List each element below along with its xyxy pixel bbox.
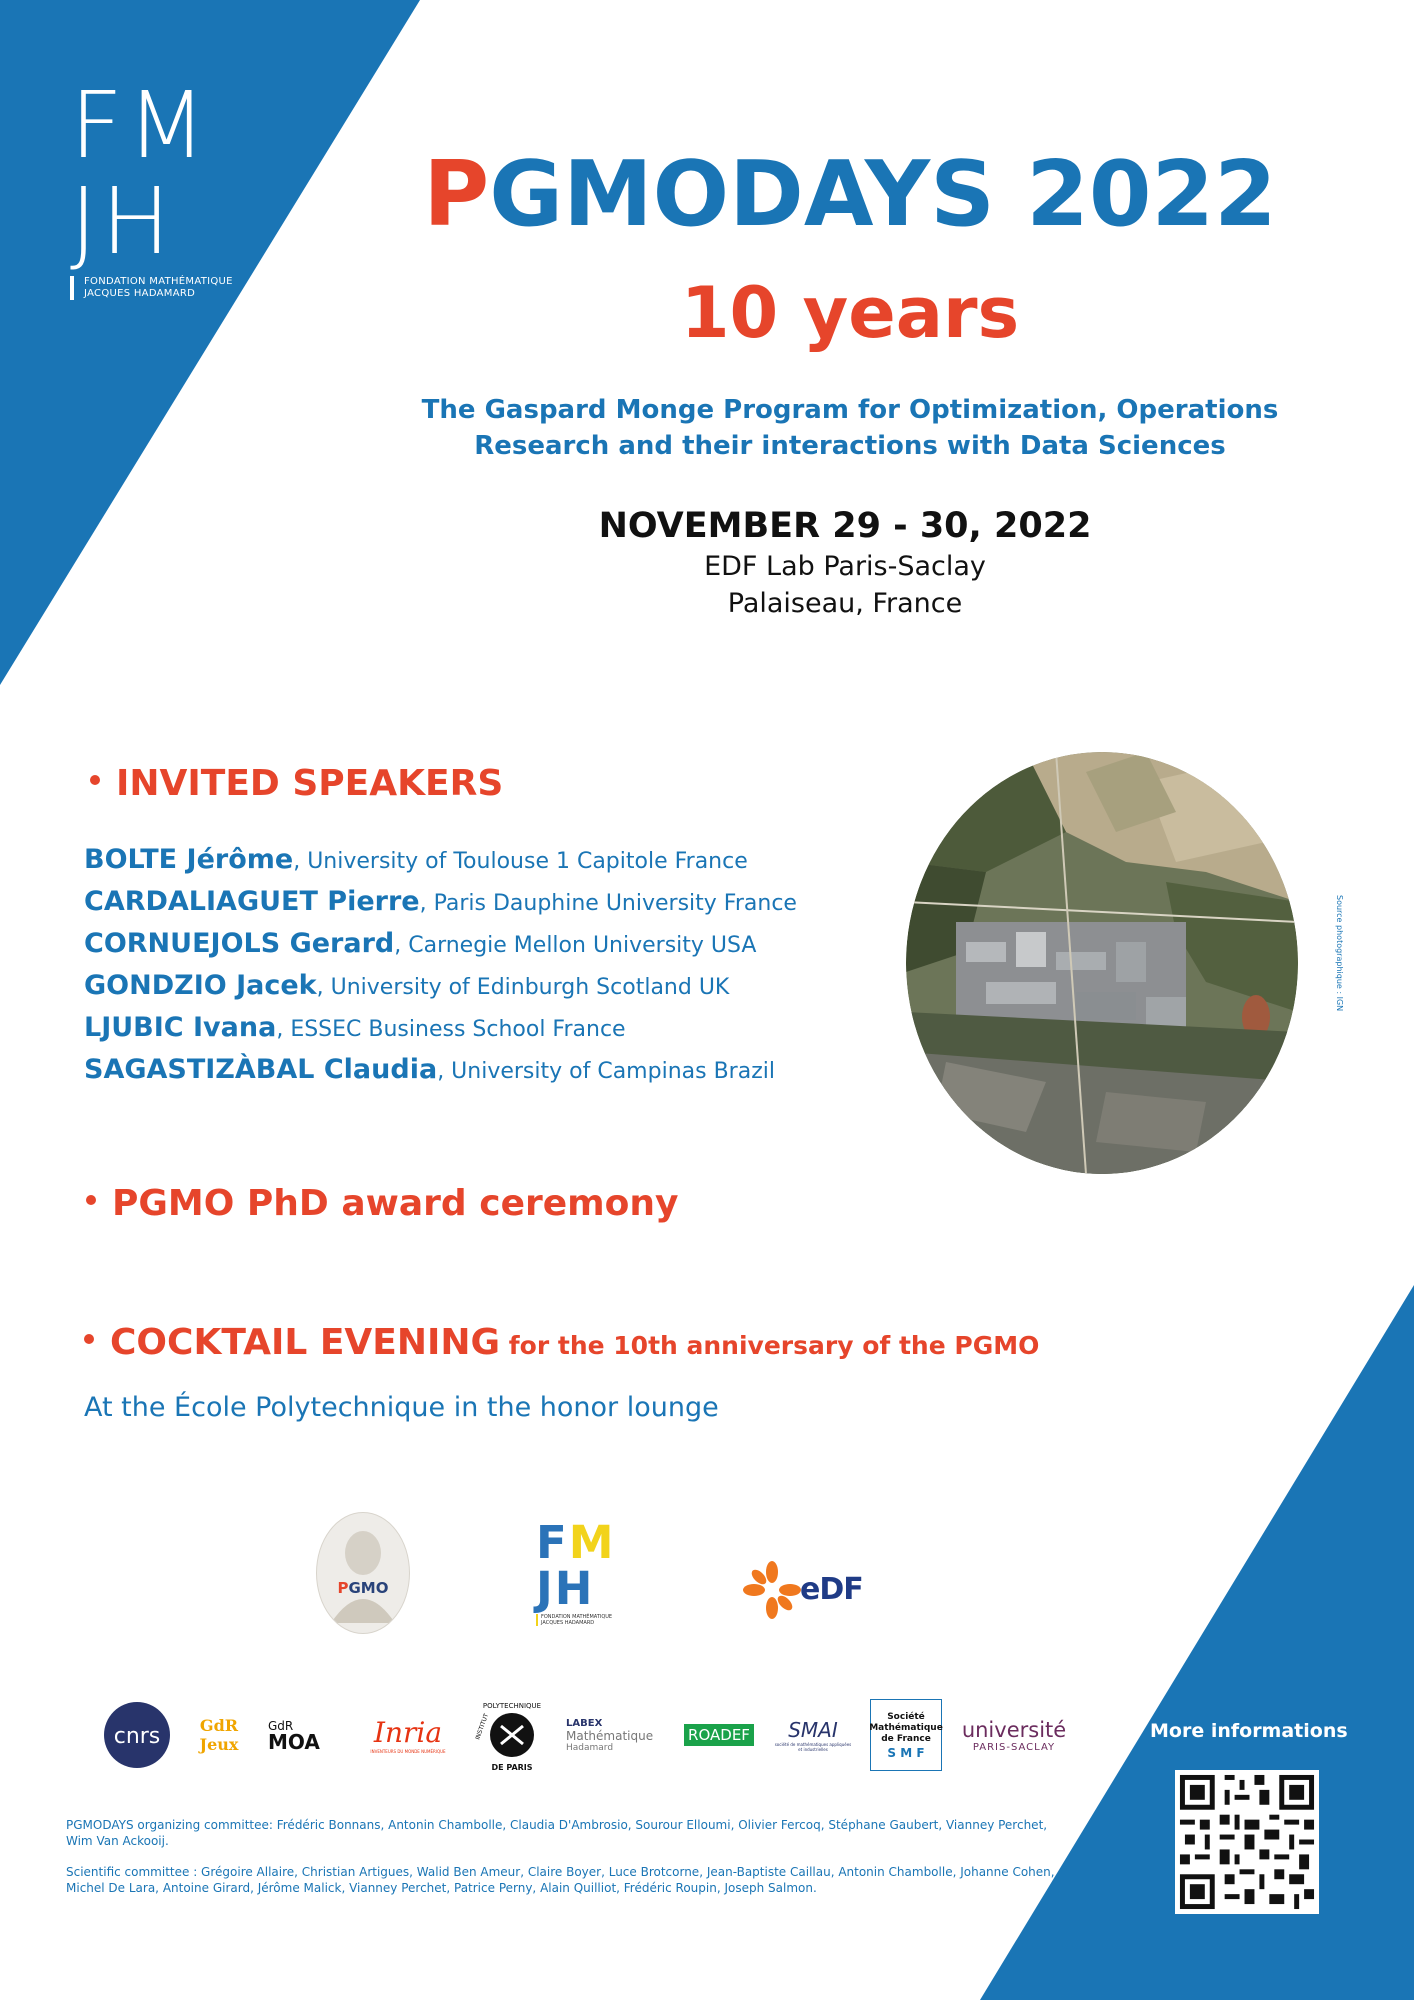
speaker-name: GONDZIO Jacek [84, 970, 317, 1001]
speaker-affiliation: , University of Edinburgh Scotland UK [316, 975, 730, 1000]
event-date: NOVEMBER 29 - 30, 2022 [598, 506, 1092, 546]
speaker-name: BOLTE Jérôme [84, 844, 294, 875]
event-location [400, 548, 1290, 622]
paris-saclay-logo [958, 1690, 1070, 1780]
smf-logo [870, 1690, 942, 1780]
speaker-affiliation: , Paris Dauphine University France [419, 891, 797, 916]
speaker-name: LJUBIC Ivana [84, 1012, 277, 1043]
speaker-name: CORNUEJOLS Gerard [84, 928, 395, 959]
anniversary-subtitle: 10 years [680, 272, 1020, 354]
cnrs-logo [102, 1690, 172, 1780]
photo-credit: Source photographique : IGN [1335, 895, 1344, 1012]
speaker-item [84, 840, 844, 882]
speakers-list [84, 840, 844, 1092]
invited-speakers-heading [90, 760, 503, 808]
speaker-name: CARDALIAGUET Pierre [84, 886, 420, 917]
scientific-committee: Scientific committee : Grégoire Allaire, Christian Artigues, Walid Ben Ameur, Claire Boyer, Luce Brotcorne, Jean-Baptiste Caillau, Antonin Chambolle, Johanne Cohen, Michel De Lara, Antoine Girard, Jérôme Malick, Vianney Perchet, Patrice Perny, Alain Quilliot, Frédéric Roupin, Joseph Salmon. [66, 1865, 1055, 1895]
invited-speakers-heading-text: INVITED SPEAKERS [116, 763, 504, 804]
fmjh-sponsor-f: F [536, 1516, 569, 1569]
qr-code-icon[interactable] [1175, 1770, 1319, 1914]
paris-saclay-line1: université [961, 1717, 1067, 1742]
inria-logo-subtitle: INVENTEURS DU MONDE NUMÉRIQUE [370, 1749, 446, 1754]
bullet-icon [86, 1195, 96, 1205]
fmjh-sponsor-top [536, 1516, 626, 1569]
event-title-rest: GMODAYS 2022 [489, 142, 1277, 247]
gdr-jeux-line2: Jeux [199, 1735, 239, 1754]
polytechnique-bottom-text: DE PARIS [491, 1763, 533, 1772]
labex-line3: Hadamard [566, 1742, 614, 1753]
smai-logo-subtitle: société de mathématiques appliquées et industrielles [774, 1742, 852, 1752]
fmjh-subtitle [70, 276, 250, 300]
gdr-moa-line1: GdR [268, 1719, 294, 1733]
phd-award-heading [86, 1180, 679, 1228]
inria-logo [358, 1690, 458, 1780]
speaker-name: SAGASTIZÀBAL Claudia [84, 1054, 438, 1085]
roadef-logo-text: ROADEF [684, 1724, 754, 1746]
polytechnique-logo [472, 1690, 552, 1780]
cocktail-place: At the École Polytechnique in the honor lounge [84, 1392, 719, 1423]
smai-logo-text: SMAI [788, 1718, 838, 1742]
speaker-affiliation: , University of Toulouse 1 Capitole France [293, 849, 748, 874]
smf-line3: de France [881, 1733, 931, 1744]
gdr-moa-line2: MOA [268, 1730, 320, 1754]
more-informations-label: More informations [1150, 1720, 1348, 1742]
polytechnique-top-text: POLYTECHNIQUE [482, 1702, 542, 1710]
inria-logo-text: Inria [373, 1716, 443, 1749]
fmjh-letters-bottom: JH [70, 168, 175, 275]
portrait-icon [317, 1513, 409, 1633]
speaker-item [84, 882, 844, 924]
smf-line4: S M F [887, 1745, 925, 1760]
labex-line2: Mathématique [566, 1728, 654, 1743]
fmjh-sponsor-subtitle: FONDATION MATHÉMATIQUE JACQUES HADAMARD [536, 1614, 626, 1626]
event-title [400, 140, 1300, 250]
speaker-item [84, 1050, 844, 1092]
fmjh-letters-top: FM [70, 72, 211, 179]
smf-line1: Société [887, 1711, 925, 1722]
speaker-item [84, 924, 844, 966]
fmjh-sponsor-logo [536, 1516, 626, 1632]
phd-award-heading-text: PGMO PhD award ceremony [112, 1183, 679, 1224]
smf-line2: Mathématique [869, 1722, 943, 1733]
speaker-affiliation: , Carnegie Mellon University USA [394, 933, 757, 958]
bullet-icon [84, 1334, 94, 1344]
cocktail-subheading: for the 10th anniversary of the PGMO [500, 1331, 1040, 1360]
gdr-jeux-logo [184, 1690, 254, 1780]
pgmo-logo-text [317, 1579, 409, 1597]
fmjh-logo [70, 72, 250, 308]
organizing-committee: PGMODAYS organizing committee: Frédéric Bonnans, Antonin Chambolle, Claudia D'Ambrosio, Sourour Elloumi, Olivier Fercoq, Stéphane Gaubert, Vianney Perchet, Wim Van Ackooij. [66, 1818, 1048, 1848]
aerial-photo [906, 752, 1298, 1174]
smai-logo [772, 1690, 854, 1780]
fmjh-subtitle-line2: JACQUES HADAMARD [84, 288, 196, 299]
edf-logo [742, 1560, 872, 1620]
program-line-2: Research and their interactions with Data Sciences [474, 431, 1226, 461]
program-description [400, 392, 1300, 464]
gdr-moa-logo [268, 1690, 338, 1780]
speaker-affiliation: , University of Campinas Brazil [437, 1059, 775, 1084]
event-venue: EDF Lab Paris-Saclay [704, 551, 986, 582]
fmjh-sponsor-m: M [568, 1516, 616, 1569]
gdr-jeux-line1: GdR [199, 1716, 239, 1735]
cocktail-heading-text: COCKTAIL EVENING [110, 1322, 501, 1363]
pgmo-logo [316, 1512, 410, 1634]
paris-saclay-line2: PARIS-SACLAY [972, 1741, 1056, 1753]
speaker-item [84, 966, 844, 1008]
event-city: Palaiseau, France [727, 588, 963, 619]
event-title-p: P [423, 142, 490, 247]
labex-hadamard-logo [566, 1690, 666, 1780]
program-line-1: The Gaspard Monge Program for Optimization, Operations [421, 395, 1279, 425]
bullet-icon [90, 775, 100, 785]
roadef-logo [676, 1690, 762, 1780]
polytechnique-left-text: INSTITUT [474, 1712, 491, 1741]
fmjh-subtitle-line1: FONDATION MATHÉMATIQUE [84, 276, 233, 287]
labex-line1: LABEX [566, 1717, 603, 1729]
pgmo-logo-rest: GMO [348, 1579, 389, 1597]
speaker-item [84, 1008, 844, 1050]
partner-logos [96, 1690, 1086, 1780]
edf-logo-text: eDF [800, 1572, 863, 1607]
speaker-affiliation: , ESSEC Business School France [276, 1017, 626, 1042]
cocktail-heading [84, 1318, 1039, 1371]
edf-flower-icon [742, 1560, 802, 1620]
cnrs-logo-text: cnrs [113, 1724, 161, 1749]
pgmo-logo-p: P [337, 1579, 349, 1597]
fmjh-sponsor-bottom: JH [536, 1562, 595, 1615]
